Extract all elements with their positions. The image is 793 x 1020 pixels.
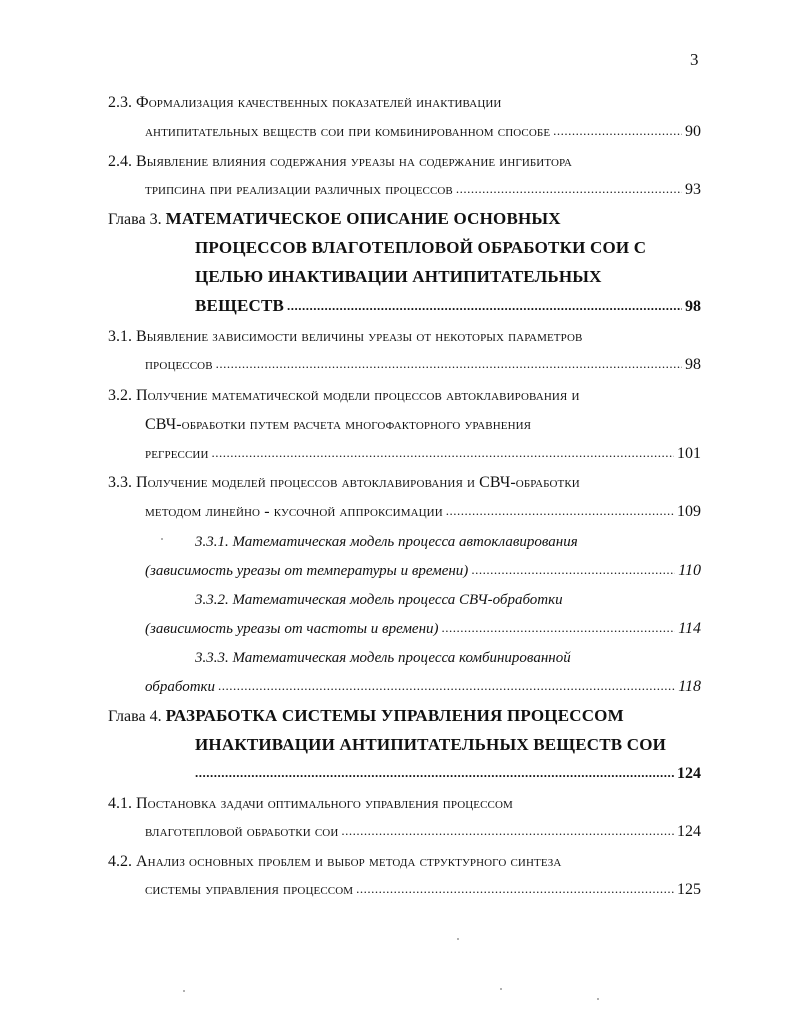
toc-entry-4-2-line1 (108, 853, 561, 871)
toc-entry-3-1-line2 (145, 356, 701, 374)
page-ref: 98 (685, 356, 701, 373)
section-title: Выявление влияния содержания уреазы на содержание ингибитора (136, 153, 572, 170)
scan-speck (457, 938, 459, 940)
section-title: Получение моделей процессов автоклавирования и СВЧ-обработки (136, 474, 580, 491)
page-ref: 98 (685, 298, 701, 315)
subsection-title: 3.3.1. Математическая модель процесса автоклавирования (195, 534, 578, 550)
toc-chapter-4-line3 (195, 765, 701, 783)
page-ref: 118 (678, 678, 701, 695)
scan-speck (161, 538, 163, 540)
toc-entry-4-1-line2 (145, 823, 701, 841)
toc-entry-3-3-1-line2 (145, 562, 701, 580)
toc-entry-3-3-3-line1 (195, 649, 571, 667)
section-title-cont: методом линейно - кусочной аппроксимации (145, 503, 443, 520)
toc-entry-3-2-line3 (145, 445, 701, 463)
subsection-title: 3.3.2. Математическая модель процесса СВЧ-обработки (195, 592, 563, 608)
dot-leader (456, 180, 682, 198)
subsection-title-cont: обработки (145, 679, 216, 695)
toc-entry-4-1-line1 (108, 795, 513, 813)
scan-speck (183, 990, 185, 992)
toc-entry-3-3-line2 (145, 503, 701, 521)
toc-entry-2-3-line1 (108, 94, 501, 112)
chapter-title-cont: ИНАКТИВАЦИИ АНТИПИТАТЕЛЬНЫХ ВЕЩЕСТВ СОИ (195, 735, 667, 754)
toc-chapter-3-line4 (195, 297, 701, 316)
page-ref: 93 (685, 181, 701, 198)
toc-entry-2-4-line2 (145, 181, 701, 199)
toc-chapter-3-line2 (195, 239, 646, 257)
toc-entry-3-3-2-line1 (195, 591, 563, 609)
page-ref: 90 (685, 123, 701, 140)
section-title-cont: антипитательных веществ сои при комбинированном способе (145, 123, 551, 140)
toc-entry-2-4-line1 (108, 153, 572, 171)
toc-chapter-3-line3 (195, 268, 602, 286)
section-number: 2.3. (108, 94, 132, 111)
page-ref: 101 (677, 445, 701, 462)
section-title-cont: процессов (145, 356, 213, 373)
scan-speck (500, 988, 502, 990)
page-ref: 114 (678, 620, 701, 637)
toc-entry-3-3-3-line2 (145, 678, 701, 696)
section-title: Постановка задачи оптимального управления процессом (136, 795, 513, 812)
scan-speck (597, 998, 599, 1000)
toc-entry-3-2-line1 (108, 387, 580, 405)
chapter-title-cont: ВЕЩЕСТВ (195, 296, 285, 315)
dot-leader (553, 122, 682, 140)
toc-entry-3-2-line2 (145, 416, 531, 434)
subsection-title-cont: (зависимость уреазы от частоты и времени) (145, 621, 439, 637)
dot-leader (287, 297, 682, 315)
section-title-cont: регрессии (145, 445, 209, 462)
section-title-cont: влаготепловой обработки сои (145, 823, 339, 840)
section-title-cont: системы управления процессом (145, 881, 354, 898)
section-number: 2.4. (108, 153, 132, 170)
toc-entry-3-3-line1 (108, 474, 580, 492)
section-title: Формализация качественных показателей инактивации (136, 94, 502, 111)
section-number: 3.3. (108, 474, 132, 491)
toc-entry-4-2-line2 (145, 881, 701, 899)
toc-entry-3-3-2-line2 (145, 620, 701, 638)
section-number: 4.1. (108, 795, 132, 812)
chapter-title-cont: ПРОЦЕССОВ ВЛАГОТЕПЛОВОЙ ОБРАБОТКИ СОИ С (195, 238, 647, 257)
chapter-title: РАЗРАБОТКА СИСТЕМЫ УПРАВЛЕНИЯ ПРОЦЕССОМ (165, 706, 624, 725)
dot-leader (212, 444, 675, 462)
dot-leader (471, 561, 675, 579)
toc-chapter-4-line2 (195, 736, 666, 754)
dot-leader (218, 677, 675, 695)
toc-entry-3-3-1-line1 (195, 533, 578, 551)
chapter-label: Глава 4. (108, 708, 162, 725)
section-number: 4.2. (108, 853, 132, 870)
subsection-title-cont: (зависимость уреазы от температуры и времени) (145, 563, 469, 579)
dot-leader (446, 502, 674, 520)
dot-leader (195, 764, 674, 782)
section-title: Получение математической модели процессов автоклавирования и (136, 387, 580, 404)
dot-leader (442, 619, 676, 637)
page-ref: 110 (678, 562, 701, 579)
toc-chapter-4-line1 (108, 707, 624, 726)
toc-entry-3-1-line1 (108, 328, 582, 346)
page-ref: 124 (677, 765, 701, 782)
section-title-cont: трипсина при реализации различных процессов (145, 181, 453, 198)
page-number: 3 (690, 50, 699, 69)
chapter-title: МАТЕМАТИЧЕСКОЕ ОПИСАНИЕ ОСНОВНЫХ (165, 209, 561, 228)
dot-leader (356, 880, 674, 898)
chapter-title-cont: ЦЕЛЬЮ ИНАКТИВАЦИИ АНТИПИТАТЕЛЬНЫХ (195, 267, 602, 286)
dot-leader (341, 822, 674, 840)
section-title: Анализ основных проблем и выбор метода структурного синтеза (136, 853, 562, 870)
section-number: 3.2. (108, 387, 132, 404)
toc-chapter-3-line1 (108, 210, 561, 229)
dot-leader (216, 355, 682, 373)
page-ref: 109 (677, 503, 701, 520)
section-number: 3.1. (108, 328, 132, 345)
section-title: Выявление зависимости величины уреазы от некоторых параметров (136, 328, 583, 345)
section-title-cont: СВЧ-обработки путем расчета многофакторного уравнения (145, 416, 532, 433)
page-ref: 124 (677, 823, 701, 840)
toc-entry-2-3-line2 (145, 123, 701, 141)
page-ref: 125 (677, 881, 701, 898)
subsection-title: 3.3.3. Математическая модель процесса комбинированной (195, 650, 571, 666)
chapter-label: Глава 3. (108, 211, 162, 228)
